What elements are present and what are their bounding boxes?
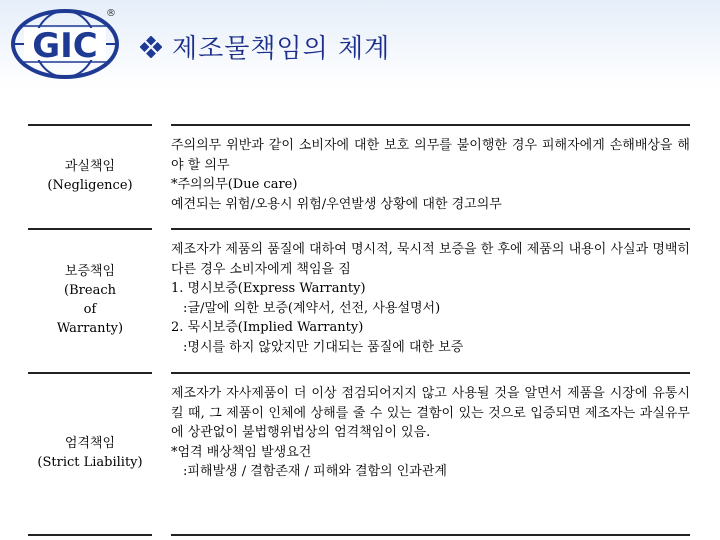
gic-logo: [10, 8, 120, 80]
description-line: 주의의무 위반과 같이 소비자에 대한 보호 의무를 불이행한 경우 피해자에게 손해배상을 해야 할 의무: [171, 138, 690, 173]
label-line: 보증책임: [64, 264, 116, 279]
page-title: 제조물책임의 체계: [172, 34, 391, 64]
row-divider: [28, 534, 152, 536]
description-line: :글/말에 의한 보증(계약서, 선전, 사용설명서): [183, 300, 441, 316]
description-line: :명시를 하지 않았지만 기대되는 품질에 대한 보증: [183, 339, 464, 355]
description-line: :피해발생 / 결함존재 / 피해와 결함의 인과관계: [183, 464, 447, 479]
registered-mark: ®: [106, 8, 116, 19]
label-line: of: [83, 302, 97, 317]
title-row: [140, 28, 390, 65]
diamond-bullet-icon: [140, 36, 162, 58]
table-row: [28, 372, 690, 534]
description-line: 2. 묵시보증(Implied Warranty): [171, 320, 364, 335]
row-description: [171, 384, 690, 482]
label-line: 과실책임: [64, 159, 116, 174]
row-description: [171, 240, 690, 357]
label-line: (Negligence): [47, 178, 133, 193]
row-label-negligence: [28, 124, 152, 228]
label-line: 엄격책임: [64, 436, 116, 451]
description-line: 예견되는 위험/오용시 위험/우연발생 상황에 대한 경고의무: [171, 196, 502, 212]
row-label-strict-liability: [28, 372, 152, 534]
description-line: *주의의무(Due care): [171, 177, 298, 192]
description-line: *엄격 배상책임 발생요건: [171, 444, 312, 460]
label-line: (Strict Liability): [37, 455, 143, 470]
label-line: (Breach: [64, 283, 116, 298]
description-line: 제조자가 제품의 품질에 대하여 명시적, 묵시적 보증을 한 후에 제품의 내용이 사실과 명백히 다른 경우 소비자에게 책임을 짐: [171, 242, 690, 277]
row-divider: [171, 534, 690, 536]
row-label-warranty: [28, 228, 152, 372]
table-row: [28, 124, 690, 228]
description-line: 제조자가 자사제품이 더 이상 점검되어지지 않고 사용될 것을 알면서 제품을 시장에 유통시킬 때, 그 제품이 인체에 상해를 줄 수 있는 결함이 있는 것으로 입증되면 제조자는 과실유무에 상관없이 불법행위법상의 엄격책임이 있음.: [171, 386, 690, 440]
table-row: [28, 228, 690, 372]
description-line: 1. 명시보증(Express Warranty): [171, 281, 366, 296]
logo-text: GIC: [32, 26, 98, 66]
row-description: [171, 136, 690, 214]
label-line: Warranty): [56, 321, 124, 336]
